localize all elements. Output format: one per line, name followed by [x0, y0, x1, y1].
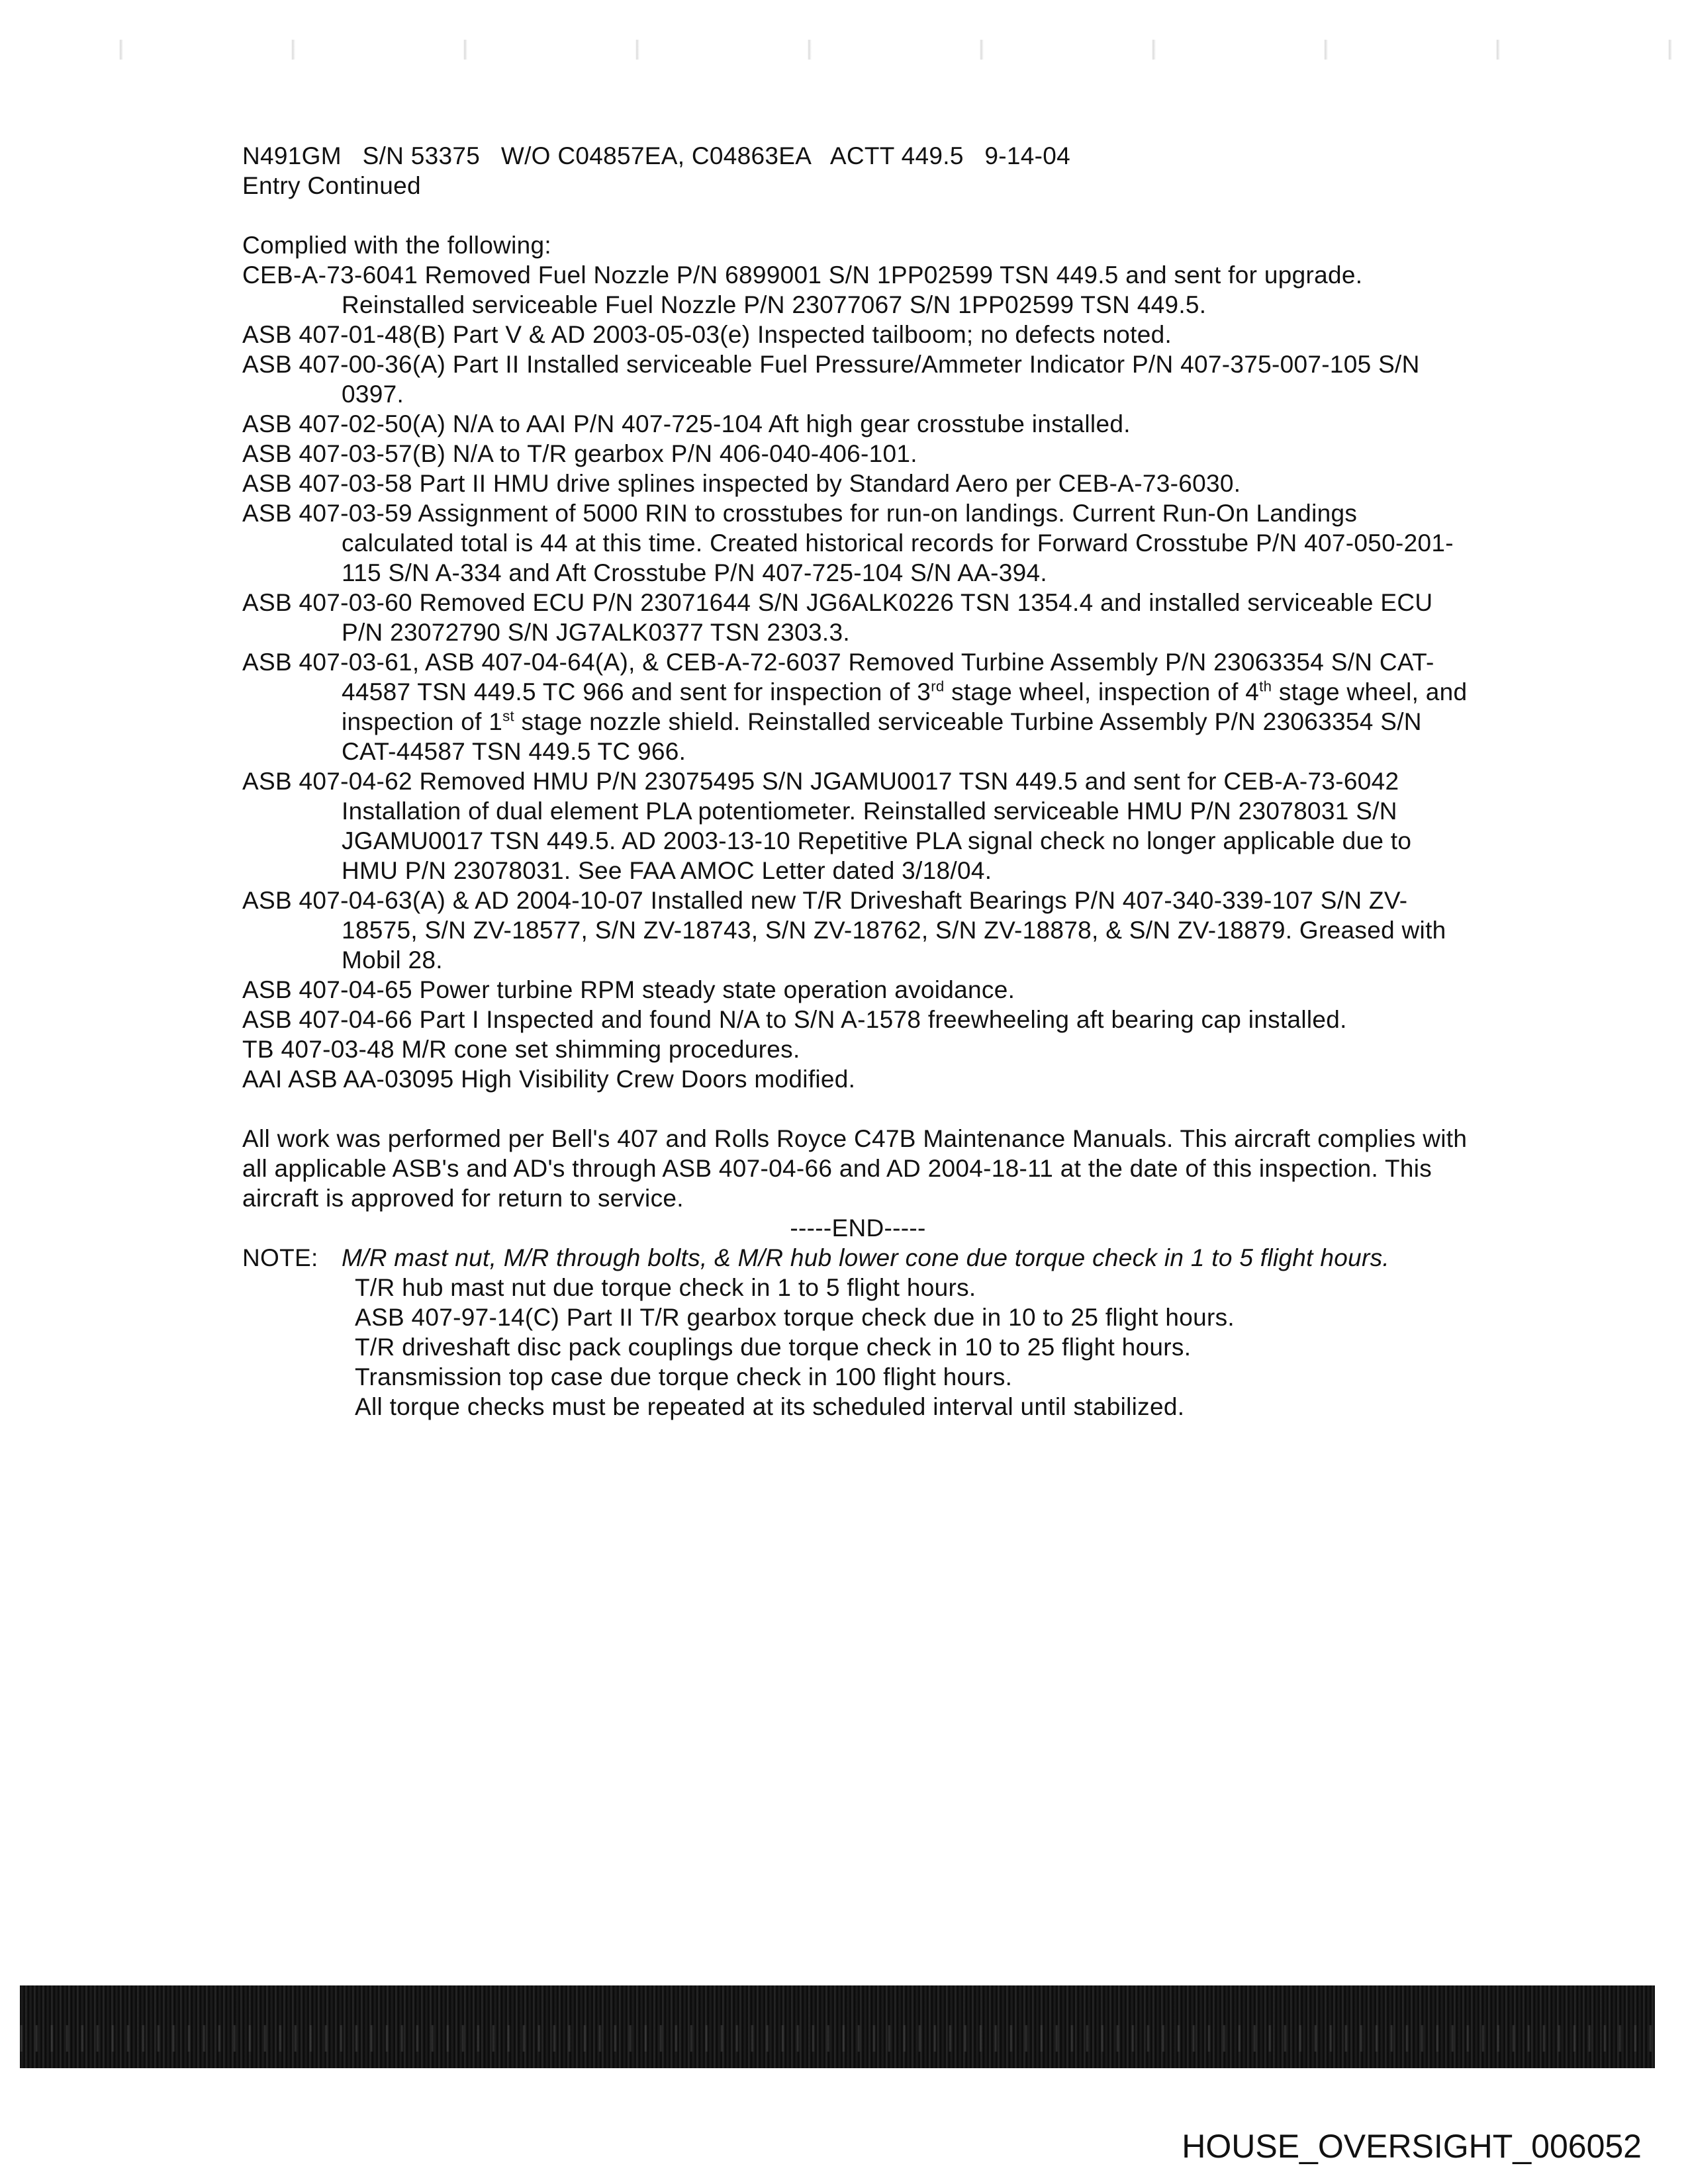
compliance-entry: ASB 407-03-60 Removed ECU P/N 23071644 S/N JG6ALK0226 TSN 1354.4 and installed serviceable ECU P/N 23072790 S/N JG7ALK0377 TSN 2303.3. — [242, 589, 1433, 646]
ordinal-suffix: st — [502, 707, 514, 725]
compliance-entry: ASB 407-03-58 Part II HMU drive splines inspected by Standard Aero per CEB-A-73-6030. — [242, 470, 1241, 497]
compliance-entry: TB 407-03-48 M/R cone set shimming procedures. — [242, 1036, 800, 1063]
bates-stamp: HOUSE_OVERSIGHT_006052 — [1182, 2128, 1642, 2165]
aircraft-header: N491GM S/N 53375 W/O C04857EA, C04863EA ACTT 449.5 9-14-04 — [242, 142, 1071, 169]
turbine-assembly-entry — [242, 647, 1474, 766]
note-item: ASB 407-97-14(C) Part II T/R gearbox torque check due in 10 to 25 flight hours. — [355, 1304, 1235, 1331]
end-marker: -----END----- — [790, 1214, 926, 1242]
ordinal-suffix: rd — [931, 678, 945, 695]
note-first-item — [242, 1243, 1474, 1273]
scan-noise-top — [0, 40, 1688, 60]
note-item: All torque checks must be repeated at its scheduled interval until stabilized. — [355, 1393, 1185, 1420]
note-item: T/R driveshaft disc pack couplings due torque check in 10 to 25 flight hours. — [355, 1334, 1192, 1361]
note-text: M/R mast nut, M/R through bolts, & M/R hub lower cone due torque check in 1 to 5 flight hours. — [342, 1244, 1389, 1271]
scan-artifact-bar — [20, 1985, 1655, 2068]
turbine-entry-text-d: stage nozzle shield. Reinstalled serviceable Turbine Assembly P/N 23063354 S/N CAT-44587 TSN 449.5 TC 966. — [342, 708, 1422, 765]
turbine-entry-text-c: stage wheel, and inspection of 1 — [342, 678, 1468, 735]
complied-intro: Complied with the following: — [242, 232, 552, 259]
return-to-service-statement: All work was performed per Bell's 407 and Rolls Royce C47B Maintenance Manuals. This aircraft complies with all applicable ASB's and AD's through ASB 407-04-66 and AD 2004-18-11 at the date of this inspection. This aircraft is approved for return to service. — [242, 1125, 1468, 1212]
compliance-entry: ASB 407-04-65 Power turbine RPM steady state operation avoidance. — [242, 976, 1015, 1003]
compliance-entry: ASB 407-04-63(A) & AD 2004-10-07 Installed new T/R Driveshaft Bearings P/N 407-340-339-107 S/N ZV-18575, S/N ZV-18577, S/N ZV-18743, S/N ZV-18762, S/N ZV-18878, & S/N ZV-18879. Greased with Mobil 28. — [242, 887, 1446, 974]
compliance-entry: ASB 407-03-57(B) N/A to T/R gearbox P/N 406-040-406-101. — [242, 440, 917, 467]
turbine-entry-text-b: stage wheel, inspection of 4 — [944, 678, 1260, 705]
compliance-entry: AAI ASB AA-03095 High Visibility Crew Doors modified. — [242, 1066, 856, 1093]
note-item: T/R hub mast nut due torque check in 1 to 5 flight hours. — [355, 1274, 976, 1301]
note-label: NOTE: — [242, 1244, 318, 1271]
compliance-entry: ASB 407-03-59 Assignment of 5000 RIN to crosstubes for run-on landings. Current Run-On Landings calculated total is 44 at this time. Created historical records for Forward Crosstube P/N 407-050-201-115 S/N A-334 and Aft Crosstube P/N 407-725-104 S/N AA-394. — [242, 500, 1454, 586]
note-item: Transmission top case due torque check in 100 flight hours. — [355, 1363, 1013, 1390]
compliance-entry: ASB 407-04-66 Part I Inspected and found N/A to S/N A-1578 freewheeling aft bearing cap installed. — [242, 1006, 1347, 1033]
compliance-entry: ASB 407-00-36(A) Part II Installed serviceable Fuel Pressure/Ammeter Indicator P/N 407-375-007-105 S/N 0397. — [242, 351, 1420, 408]
compliance-entry: CEB-A-73-6041 Removed Fuel Nozzle P/N 6899001 S/N 1PP02599 TSN 449.5 and sent for upgrade. Reinstalled serviceable Fuel Nozzle P/N 23077067 S/N 1PP02599 TSN 449.5. — [242, 261, 1363, 318]
maintenance-entry — [242, 141, 1474, 1422]
compliance-entry: ASB 407-04-62 Removed HMU P/N 23075495 S/N JGAMU0017 TSN 449.5 and sent for CEB-A-73-6042 Installation of dual element PLA potentiometer. Reinstalled serviceable HMU P/N 23078031 S/N JGAMU0017 TSN 449.5. AD 2003-13-10 Repetitive PLA signal check no longer applicable due to HMU P/N 23078031. See FAA AMOC Letter dated 3/18/04. — [242, 768, 1412, 884]
entry-continued-label: Entry Continued — [242, 172, 421, 199]
ordinal-suffix: th — [1259, 678, 1272, 695]
compliance-entry: ASB 407-02-50(A) N/A to AAI P/N 407-725-104 Aft high gear crosstube installed. — [242, 410, 1131, 437]
compliance-entry: ASB 407-01-48(B) Part V & AD 2003-05-03(e) Inspected tailboom; no defects noted. — [242, 321, 1172, 348]
turbine-entry-text-a: ASB 407-03-61, ASB 407-04-64(A), & CEB-A-72-6037 Removed Turbine Assembly P/N 23063354 S/N CAT-44587 TSN 449.5 TC 966 and sent for inspection of 3 — [242, 649, 1434, 705]
